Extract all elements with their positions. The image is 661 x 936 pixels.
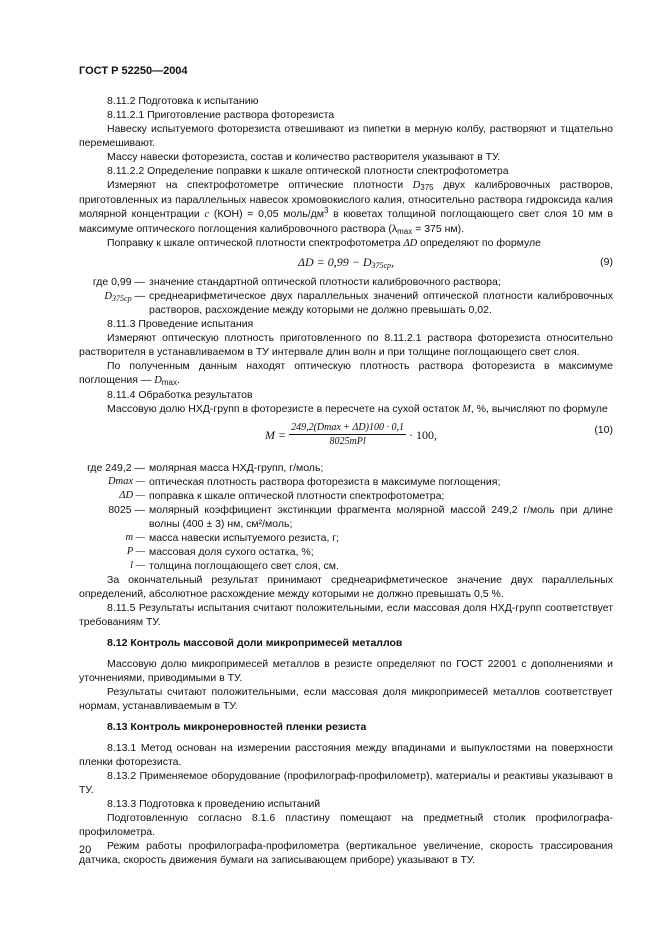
paragraph: Подготовленную согласно 8.1.6 пластину помещают на предметный столик профилографа-профилометра. <box>79 812 613 838</box>
subsection-title: 8.11.3 Проведение испытания <box>107 318 254 330</box>
formula-lhs: M = <box>265 427 287 442</box>
page-number: 20 <box>79 844 92 856</box>
formula-10 <box>79 417 613 461</box>
where-item: 8025 — молярный коэффициент экстинкции фрагмента молярной массой 249,2 г/моль при длине волны (400 ± 3) нм, см²/моль; <box>108 504 613 530</box>
paragraph: 8.13.1 Метод основан на измерении расстояния между впадинами и выпуклостями на поверхности пленки фоторезиста. <box>79 742 613 768</box>
where-item: P — массовая доля сухого остатка, %; <box>126 546 314 558</box>
section-heading: 8.12 Контроль массовой доли микропримесей металлов <box>107 637 403 649</box>
subsection-title: 8.11.2.1 Приготовление раствора фоторезиста <box>107 109 335 121</box>
where-item: l — толщина поглощающего свет слоя, см. <box>130 560 339 572</box>
paragraph: Режим работы профилографа-профилометра (вертикальное увеличение, скорость трассирования датчика, скорость движения бумаги на записывающем приборе) указывают в ТУ. <box>79 840 613 866</box>
paragraph: Массовую долю НХД-групп в фоторезисте в пересчете на сухой остаток M, %, вычисляют по формуле <box>107 403 608 415</box>
subsection-title: 8.11.2.2 Определение поправки к шкале оптической плотности спектрофотометра <box>107 165 509 177</box>
subsection-title: 8.11.4 Обработка результатов <box>107 389 253 401</box>
paragraph: Массу навески фоторезиста, состав и количество растворителя указывают в ТУ. <box>107 151 501 163</box>
paragraph: Массовую долю микропримесей металлов в резисте определяют по ГОСТ 22001 с дополнениями и уточнениями, приводимыми в ТУ. <box>79 658 613 684</box>
where-item: Dmax — оптическая плотность раствора фоторезиста в максимуме поглощения; <box>107 476 501 488</box>
paragraph: Измеряют на спектрофотометре оптические плотности $D_{375}$ двух калибровочных растворов, приготовленных из параллельных навесок хромовокислого калия, относительно раствора гидроксида калия молярной концентрации c (КОН) = 0,05 моль/$дм^3$ в кюветах толщиной поглощающего свет слоя 10 мм в максимуме оптического поглощения калибровочного раствора ($\lambda_{max} = 375$ нм). <box>79 179 613 236</box>
where-item: $D_{375ср}$ — среднеарифметическое двух параллельных значений оптической плотности калибровочных растворов, расхождение между которыми не должно превышать 0,02. <box>104 290 613 316</box>
where-item: ΔD — поправка к шкале оптической плотности спектрофотометра; <box>119 490 445 502</box>
paragraph: Измеряют оптическую плотность приготовленного по 8.11.2.1 раствора фоторезиста относительно растворителя в устанавливаемом в ТУ интервале длин волн и при толщине поглощающего свет слоя. <box>79 332 613 358</box>
formula-fraction: $\frac{249,2(Dmax + \Delta D)100 \cdot 0,1}{\text{8025mPl}}$ <box>291 422 404 447</box>
page-body <box>79 94 613 867</box>
document-header: ГОСТ Р 52250—2004 <box>79 65 188 77</box>
where-item: m — масса навески испытуемого резиста, г; <box>125 532 340 544</box>
paragraph: За окончательный результат принимают среднеарифметическое значение двух параллельных определений, абсолютное расхождение между которыми не должно превышать 0,5 %. <box>79 574 613 600</box>
paragraph: 8.13.2 Применяемое оборудование (профилограф-профилометр), материалы и реактивы указывают в ТУ. <box>79 770 613 796</box>
formula-number: (10) <box>594 424 613 436</box>
paragraph: Поправку к шкале оптической плотности спектрофотометра ΔD определяют по формуле <box>107 237 542 249</box>
formula-9: $\Delta D = 0,99 - D_{375ср}$, (9) <box>297 255 613 270</box>
subsection-title: 8.13.3 Подготовка к проведению испытаний <box>107 798 321 810</box>
formula-number: (9) <box>600 256 613 268</box>
section-title: 8.11.2 Подготовка к испытанию <box>107 95 259 107</box>
paragraph: Результаты считают положительными, если массовая доля микропримесей металлов соответствует нормам, устанавливаемым в ТУ. <box>79 686 613 712</box>
paragraph: Навеску испытуемого фоторезиста отвешивают из пипетки в мерную колбу, растворяют и тщательно перемешивают. <box>79 123 613 149</box>
formula-expression: ΔD = 0,99 − D <box>297 255 372 269</box>
paragraph: По полученным данным находят оптическую плотность раствора фоторезиста в максимуме поглощения — $D_{max}$. <box>79 360 613 387</box>
section-heading: 8.13 Контроль микронеровностей пленки резиста <box>107 721 367 733</box>
where-item: где 0,99 — значение стандартной оптической плотности калибровочного раствора; <box>92 276 501 288</box>
paragraph: 8.11.5 Результаты испытания считают положительными, если массовая доля НХД-групп соответствует требованиям ТУ. <box>79 602 613 628</box>
where-item: где 249,2 — молярная масса НХД-групп, г/моль; <box>87 462 324 474</box>
formula-tail: · 100, <box>408 427 437 442</box>
